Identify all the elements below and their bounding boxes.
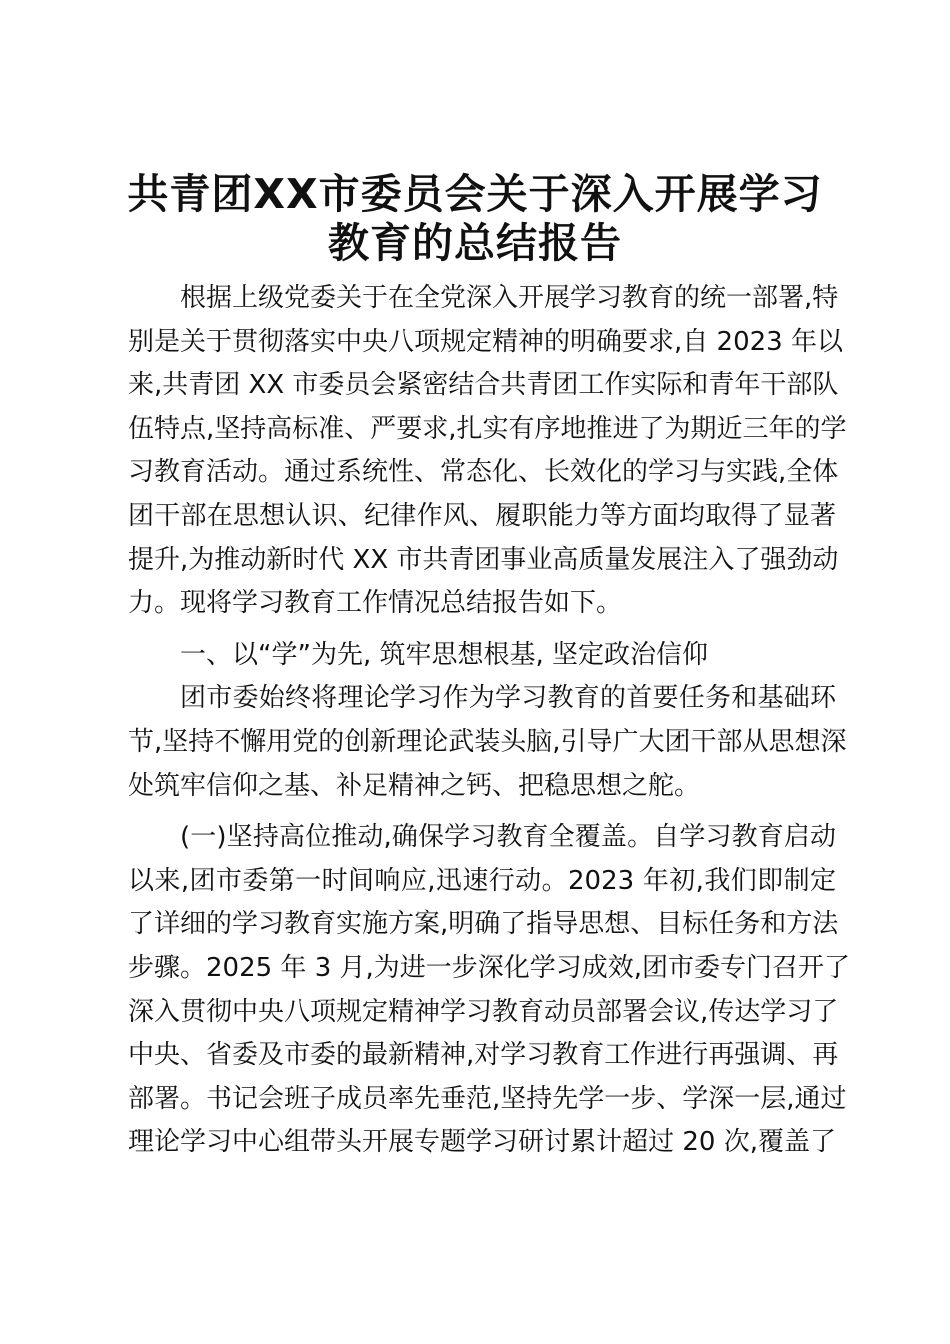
text-line: 力。现将学习教育工作情况总结报告如下。 [128,588,623,619]
text-line: 理论学习中心组带头开展专题学习研讨累计超过 20 次,覆盖了 [128,1127,836,1158]
text-line: 习教育活动。通过系统性、常态化、长效化的学习与实践,全体 [128,457,839,488]
text-line: 深入贯彻中央八项规定精神学习教育动员部署会议,传达学习了 [128,996,839,1027]
text-line: 根据上级党委关于在全党深入开展学习教育的统一部署,特 [180,283,839,313]
paragraph-intro [128,277,847,626]
section-heading-1 [128,634,836,678]
paragraph-subsection-1 [128,816,851,1165]
text-line: 别是关于贯彻落实中央八项规定精神的明确要求,自 2023 年以 [128,326,843,357]
text-line: 步骤。2025 年 3 月,为进一步深化学习成效,团市委专门召开了 [128,952,851,983]
text-line: 以来,团市委第一时间响应,迅速行动。2023 年初,我们即制定 [128,865,836,896]
text-line: (一)坚持高位推动,确保学习教育全覆盖。自学习教育启动 [180,822,836,853]
text-line: 部署。书记会班子成员率先垂范,坚持先学一步、学深一层,通过 [128,1083,847,1114]
text-line: 团市委始终将理论学习作为学习教育的首要任务和基础环 [180,683,836,714]
text-line: 节,坚持不懈用党的创新理论武装头脑,引导广大团干部从思想深 [128,726,847,757]
document-title-line-2: 教育的总结报告 [328,219,622,267]
text-line: 团干部在思想认识、纪律作风、履职能力等方面均取得了显著 [128,500,836,531]
text-line: 提升,为推动新时代 XX 市共青团事业高质量发展注入了强劲动 [128,544,839,575]
text-line: 中央、省委及市委的最新精神,对学习教育工作进行再强调、再 [128,1040,839,1071]
document-title-line-1: 共青团XX市委员会关于深入开展学习 [127,170,823,218]
text-line: 来,共青团 XX 市委员会紧密结合共青团工作实际和青年干部队 [128,370,839,401]
heading-line: 一、以“学”为先, 筑牢思想根基, 坚定政治信仰 [180,639,708,670]
text-line: 伍特点,坚持高标准、严要求,扎实有序地推进了为期近三年的学 [128,413,847,444]
document-body [128,277,851,1165]
paragraph-theory-study [128,677,847,808]
text-line: 了详细的学习教育实施方案,明确了指导思想、目标任务和方法 [128,909,839,940]
text-line: 处筑牢信仰之基、补足精神之钙、把稳思想之舵。 [128,770,701,801]
